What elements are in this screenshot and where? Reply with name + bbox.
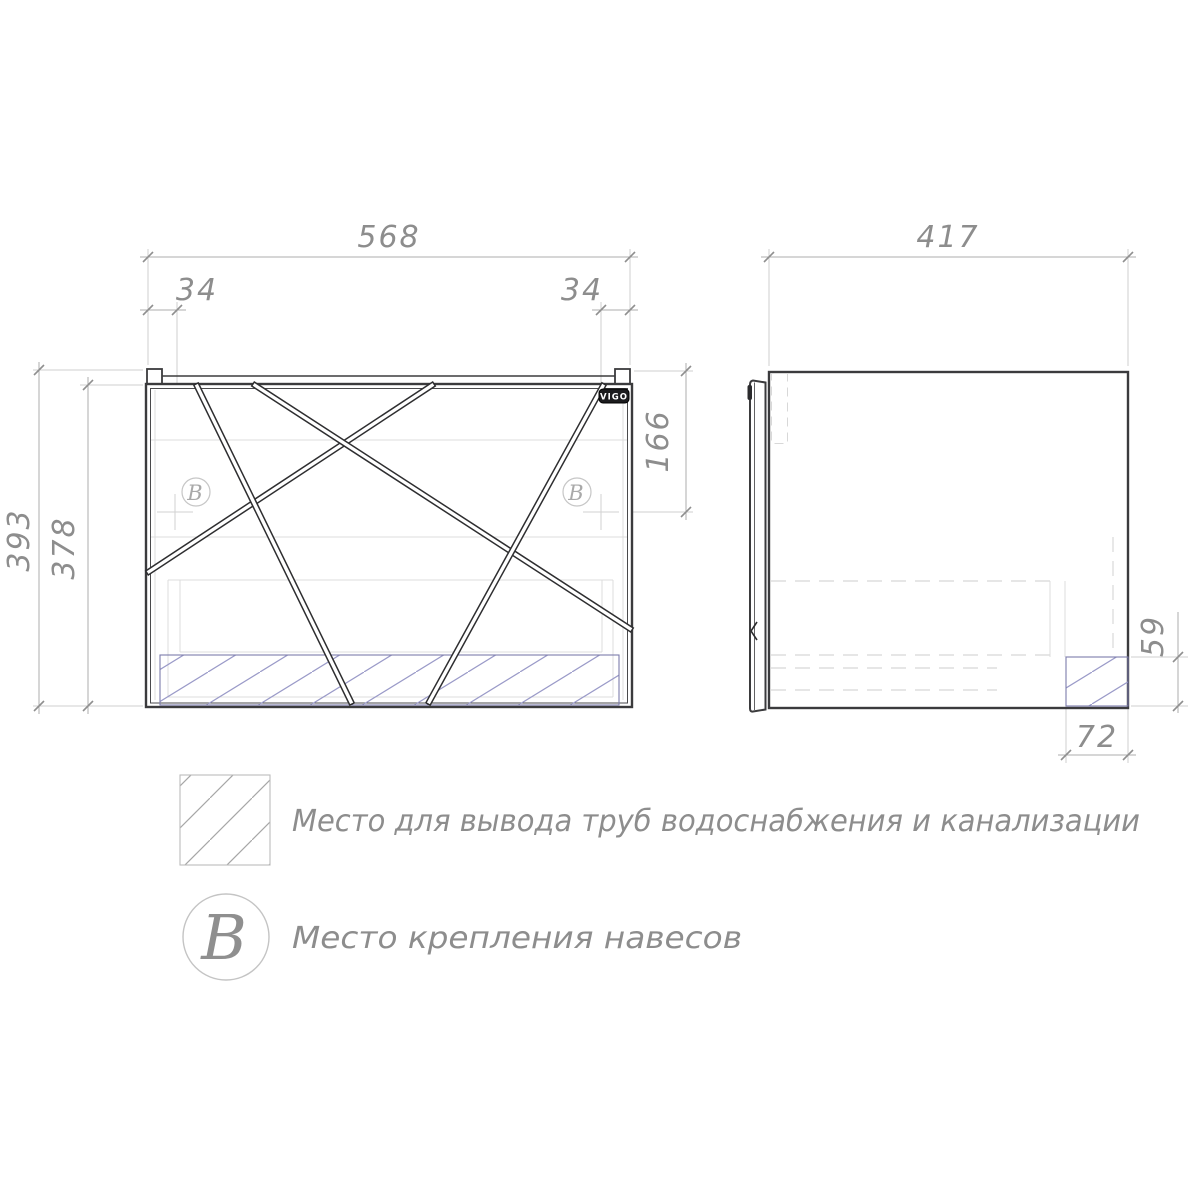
dim-overall-width: 568 bbox=[357, 220, 421, 255]
legend-hanger-symbol: B bbox=[201, 901, 247, 974]
brand-badge bbox=[599, 389, 629, 403]
dim-pipe-zone-width: 72 bbox=[1075, 720, 1119, 755]
legend bbox=[180, 775, 1140, 980]
front-view bbox=[2, 220, 693, 714]
dim-overall-height: 393 bbox=[2, 508, 37, 572]
hanger-marker-right-label: B bbox=[568, 481, 584, 505]
side-view bbox=[748, 220, 1189, 763]
legend-pipe-zone-label: Место для вывода труб водоснабжения и канализации bbox=[292, 804, 1140, 839]
brand-badge-label: VIGO bbox=[600, 392, 628, 403]
legend-hatch-swatch bbox=[180, 775, 270, 865]
legend-hanger-label: Место крепления навесов bbox=[292, 921, 742, 956]
dim-offset-right: 34 bbox=[560, 273, 604, 308]
door-handle-profile bbox=[748, 385, 753, 400]
pipe-zone-front-hatch bbox=[160, 655, 619, 705]
dim-hanger-top: 166 bbox=[641, 409, 676, 473]
carcass-top bbox=[147, 369, 630, 384]
hanger-marker-left-label: B bbox=[187, 481, 203, 505]
dim-facade-height: 378 bbox=[47, 516, 82, 580]
dim-pipe-zone-height: 59 bbox=[1136, 614, 1171, 658]
dim-offset-left: 34 bbox=[175, 273, 219, 308]
pipe-zone-side-hatch bbox=[1066, 657, 1128, 706]
side-door-panel bbox=[748, 381, 766, 712]
dim-depth: 417 bbox=[916, 220, 980, 255]
